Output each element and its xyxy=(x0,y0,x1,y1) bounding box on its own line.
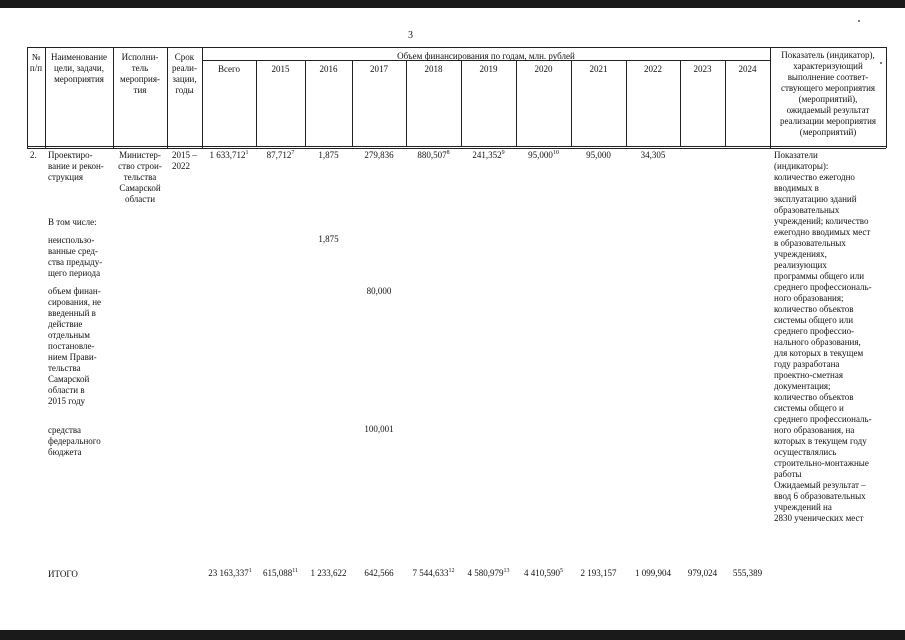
header-year-2023-value: 2023 xyxy=(693,64,712,74)
sub-value-2 xyxy=(352,424,406,435)
row-value-2015-footnote: 7 xyxy=(291,150,295,156)
header-year-2018 xyxy=(406,64,461,75)
total-all-value: 23 163,337 xyxy=(208,568,249,578)
row-value-2018-value: 880,507 xyxy=(417,150,447,160)
row-value-2016 xyxy=(305,150,352,161)
header-funding-group: Объем финансирования по годам, млн. рублей xyxy=(397,51,575,61)
total-value-2019-value: 4 580,979 xyxy=(467,568,504,578)
scan-speck xyxy=(858,20,860,22)
row-value-2021 xyxy=(571,150,626,161)
header-executor: Исполни- тель мероприя- тия xyxy=(120,52,160,95)
header-year-2020-value: 2020 xyxy=(534,64,553,74)
row-value-2015 xyxy=(256,150,305,161)
header-year-2016-value: 2016 xyxy=(319,64,338,74)
header-year-2021 xyxy=(571,64,626,75)
table-top-border xyxy=(27,47,886,48)
total-value-2019-footnote: 13 xyxy=(503,568,510,574)
row-value-2021-value: 95,000 xyxy=(586,150,611,160)
total-value-2017 xyxy=(352,568,406,579)
header-year-2023 xyxy=(680,64,725,75)
header-year-2015 xyxy=(256,64,305,75)
row-value-2019-footnote: 9 xyxy=(501,150,505,156)
header-year-2022 xyxy=(626,64,680,75)
row-value-2019-value: 241,352 xyxy=(472,150,502,160)
total-value-2018 xyxy=(406,568,461,579)
header-year-2016 xyxy=(305,64,352,75)
total-value-2024 xyxy=(725,568,770,579)
header-year-2015-value: 2015 xyxy=(271,64,290,74)
sub-value-0 xyxy=(305,234,352,245)
total-label: ИТОГО xyxy=(48,569,78,579)
row-num: 2. xyxy=(30,150,37,160)
total-value-2018-value: 7 544,633 xyxy=(412,568,449,578)
total-value-2020-footnote: 5 xyxy=(560,568,563,574)
row-value-2020-footnote: 10 xyxy=(552,150,559,156)
total-value-2024-value: 555,389 xyxy=(732,568,763,578)
row-value-2017 xyxy=(352,150,406,161)
header-year-2022-value: 2022 xyxy=(644,64,662,74)
row-value-2020 xyxy=(516,150,571,161)
column-border xyxy=(202,47,203,148)
page-number: 3 xyxy=(408,30,413,41)
row-value-2018 xyxy=(406,150,461,161)
total-all-footnote: 1 xyxy=(248,568,252,574)
row-value-2019 xyxy=(461,150,516,161)
total-value-2016-value: 1 233,622 xyxy=(310,568,347,578)
total-value-2022 xyxy=(626,568,680,579)
header-year-2017-value: 2017 xyxy=(370,64,388,74)
header-year-2018-value: 2018 xyxy=(424,64,443,74)
header-year-2017 xyxy=(352,64,406,75)
total-value-2015-footnote: 11 xyxy=(292,568,299,574)
header-num: № п/п xyxy=(29,52,43,73)
header-year-2020 xyxy=(516,64,571,75)
row-term: 2015 – 2022 xyxy=(172,150,197,171)
including-label: В том числе: xyxy=(48,217,97,227)
header-total xyxy=(202,64,256,75)
column-border xyxy=(886,47,887,148)
total-value-2017-value: 642,566 xyxy=(364,568,394,578)
row-value-2018-footnote: 8 xyxy=(446,150,450,156)
total-value-2021-value: 2 193,157 xyxy=(580,568,617,578)
sub-value-0-value: 1,875 xyxy=(318,234,339,244)
total-value-2015-value: 615,088 xyxy=(262,568,293,578)
header-indicator: Показатель (индикатор), характеризующий выполнение соответ- ствующего мероприятия (мероприятий), ожидаемый результат реализации мероприятия (мероприятий) xyxy=(779,50,877,137)
header-year-2019 xyxy=(461,64,516,75)
total-value-2022-value: 1 099,904 xyxy=(635,568,671,578)
header-term: Срок реали- зации, годы xyxy=(172,52,197,95)
scan-edge-bottom xyxy=(0,630,905,640)
row-value-2022 xyxy=(626,150,680,161)
row-value-2017-value: 279,836 xyxy=(364,150,394,160)
scan-edge-top xyxy=(0,0,905,8)
row-value-2015-value: 87,712 xyxy=(266,150,292,160)
total-value-2023-value: 979,024 xyxy=(687,568,718,578)
total-value-2020-value: 4 410,590 xyxy=(524,568,560,578)
total-value-2018-footnote: 12 xyxy=(448,568,455,574)
row-value-2022-value: 34,305 xyxy=(640,150,666,160)
sub-value-1 xyxy=(352,286,406,297)
sub-value-1-value: 80,000 xyxy=(366,286,392,296)
row-total-footnote: 1 xyxy=(245,150,249,156)
row-total-value: 1 633,712 xyxy=(209,150,246,160)
total-value-2019 xyxy=(461,568,516,579)
total-value-2021 xyxy=(571,568,626,579)
row-value-2020-value: 95,000 xyxy=(528,150,553,160)
header-year-2019-value: 2019 xyxy=(479,64,498,74)
header-bottom-border xyxy=(27,146,886,147)
header-year-2024 xyxy=(725,64,770,75)
sub-value-2-value: 100,001 xyxy=(364,424,394,434)
header-name: Наименование цели, задачи, мероприятия xyxy=(50,52,108,84)
sub-label-not-introduced: объем финан- сирования, не введенный в действие отдельным постановле- нием Прави- тельства Самарской области в 2015 году xyxy=(48,286,102,406)
total-all xyxy=(202,568,258,579)
total-value-2020 xyxy=(516,568,571,579)
sub-label-federal: средства федерального бюджета xyxy=(48,425,101,457)
total-value-2015 xyxy=(256,568,305,579)
row-name: Проектиро- вание и рекон- струкция xyxy=(48,150,104,182)
header-year-2024-value: 2024 xyxy=(738,64,757,74)
header-total-value: Всего xyxy=(217,64,241,74)
total-value-2023 xyxy=(680,568,725,579)
header-bottom-border-2 xyxy=(27,148,886,149)
row-total xyxy=(202,150,256,161)
row-value-2016-value: 1,875 xyxy=(318,150,339,160)
row-executor: Министер- ство строи- тельства Самарской области xyxy=(118,150,162,204)
sub-label-unused: неиспользо- ванные сред- ства предыду- щего периода xyxy=(48,235,103,278)
row-indicator: Показатели (индикаторы): количество ежегодно вводимых в эксплуатацию зданий образовательных учреждений; количество ежегодно вводимых мест в образовательных учреждениях, реализующих программы общего или среднего профессиональ- ного образования; количество объектов системы общего или среднего профессио- нального образования, для которых в текущем году разработана проектно-сметная документация; количество объектов системы общего и среднего профессиональ- ного образования, на которых в текущем году осуществлялись строительно-монтажные работы Ожидаемый результат – ввод 6 образовательных учреждений на 2830 ученических мест xyxy=(774,150,872,523)
header-year-2021-value: 2021 xyxy=(589,64,608,74)
total-value-2016 xyxy=(305,568,352,579)
